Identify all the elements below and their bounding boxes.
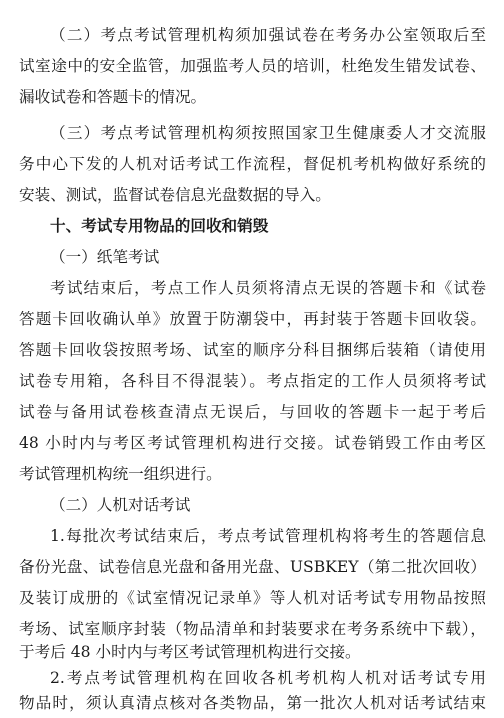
paragraph-line: 于考后 48 小时内与考区考试管理机构进行交接。 [19, 643, 361, 661]
paragraph-line: 考场、试室顺序封装（物品清单和封装要求在考务系统中下载）， [19, 620, 486, 638]
section-heading: 十、考试专用物品的回收和销毁 [50, 216, 269, 235]
paragraph-line: 漏收试卷和答题卡的情况。 [19, 88, 207, 106]
paragraph-line: 1.每批次考试结束后，考点考试管理机构将考生的答题信息 [50, 527, 486, 545]
paragraph-line: 及装订成册的《试室情况记录单》等人机对话考试专用物品按照 [19, 589, 486, 607]
paragraph-line: （三）考点考试管理机构须按照国家卫生健康委人才交流服 [50, 124, 486, 142]
subsection-heading: （一）纸笔考试 [50, 248, 160, 266]
paragraph-line: 答题卡回收确认单》放置于防潮袋中，再封装于答题卡回收袋。 [19, 310, 486, 328]
paragraph-line: 试卷专用箱，各科目不得混装）。考点指定的工作人员须将考试 [19, 372, 486, 390]
subsection-heading: （二）人机对话考试 [50, 496, 191, 514]
paragraph-line: 考试结束后，考点工作人员须将清点无误的答题卡和《试卷 [50, 279, 486, 297]
paragraph-line: 务中心下发的人机对话考试工作流程，督促机考机构做好系统的 [19, 155, 486, 173]
paragraph-line: 试室途中的安全监管，加强监考人员的培训，杜绝发生错发试卷、 [19, 57, 486, 75]
paragraph-line: 安装、测试，监督试卷信息光盘数据的导入。 [19, 186, 331, 204]
paragraph-line: 2.考点考试管理机构在回收各机考机构人机对话考试专用 [50, 669, 486, 687]
paragraph-line: 48 小时内与考区考试管理机构进行交接。试卷销毁工作由考区 [19, 434, 486, 452]
paragraph-line: 考试管理机构统一组织进行。 [19, 465, 222, 483]
paragraph-line: （二）考点考试管理机构须加强试卷在考务办公室领取后至 [50, 26, 486, 44]
paragraph-line: 答题卡回收袋按照考场、试室的顺序分科目捆绑后装箱（请使用 [19, 341, 486, 359]
paragraph-line: 物品时，须认真清点核对各类物品，第一批次人机对话考试结束 [19, 694, 486, 712]
paragraph-line: 备份光盘、试卷信息光盘和备用光盘、USBKEY（第二批次回收） [19, 558, 486, 576]
paragraph-line: 试卷与备用试卷核查清点无误后，与回收的答题卡一起于考后 [19, 403, 486, 421]
